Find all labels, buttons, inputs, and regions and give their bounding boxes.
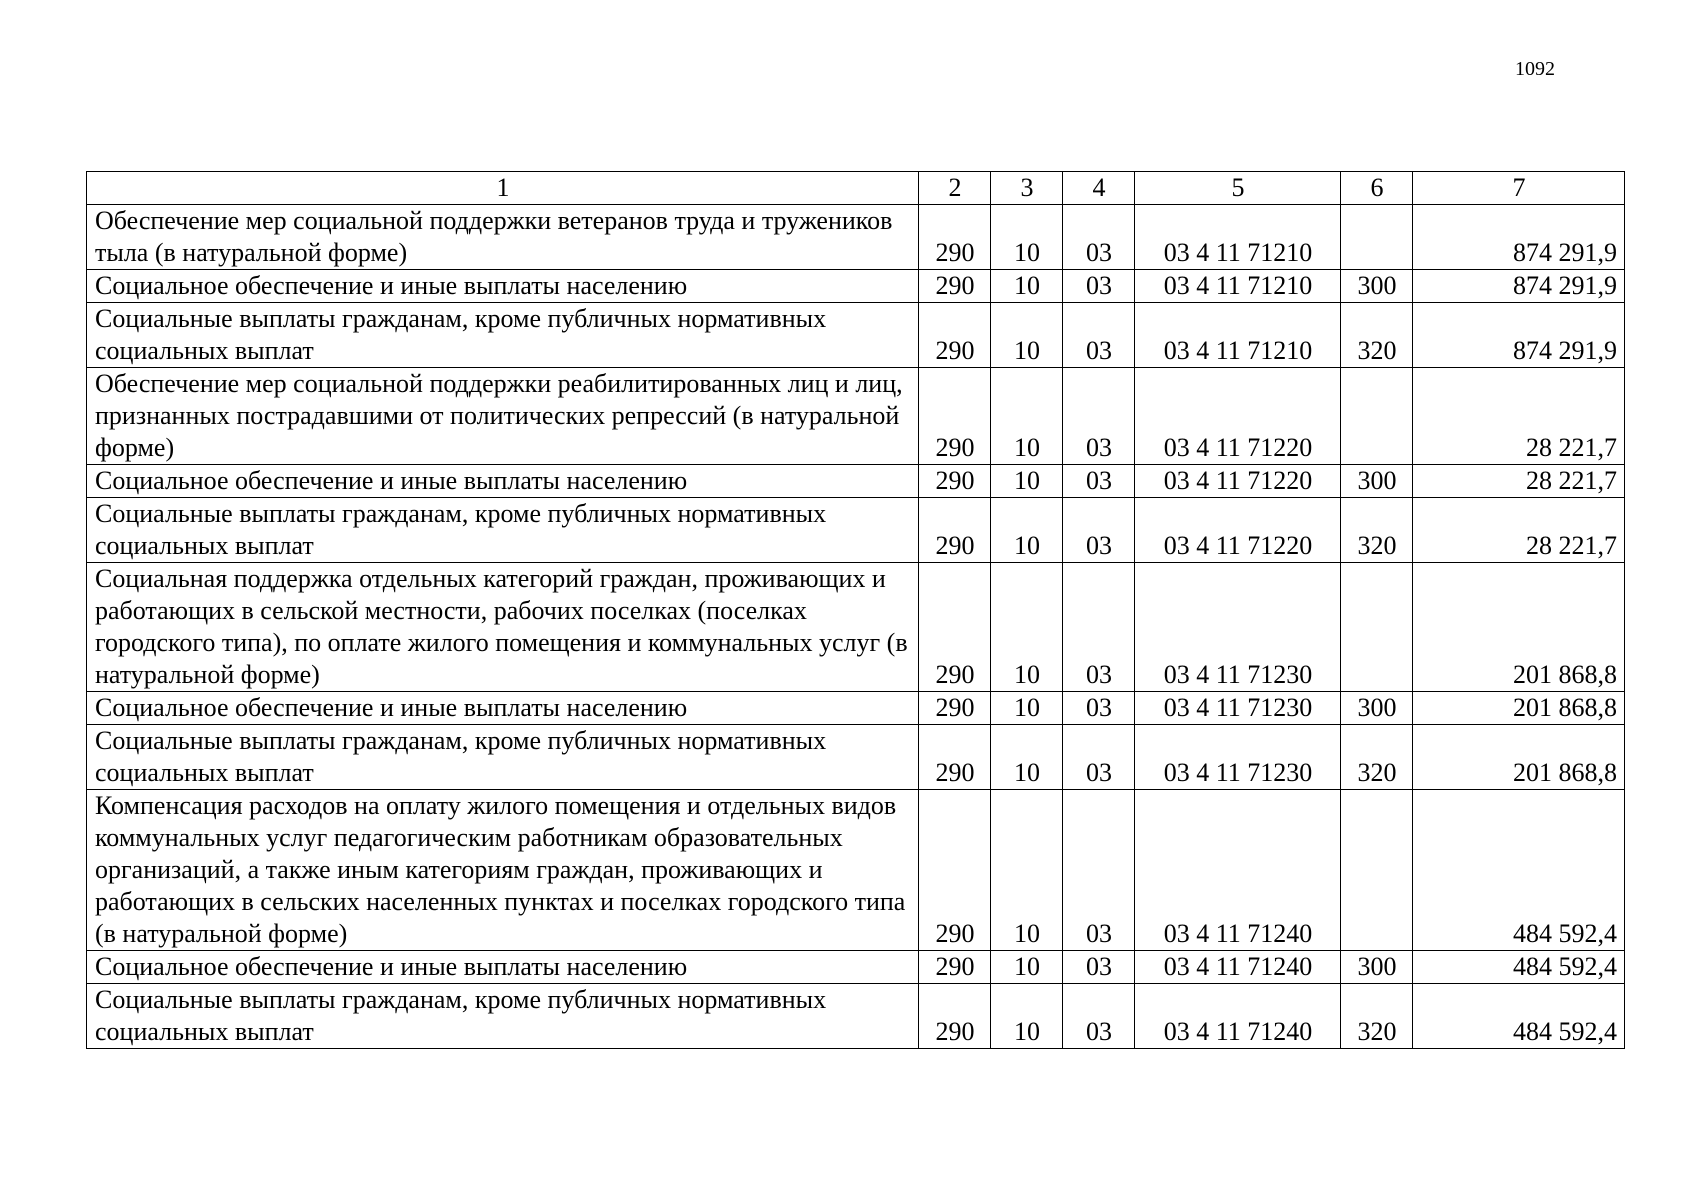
row-name: Социальное обеспечение и иные выплаты населению <box>87 465 919 498</box>
row-col-3: 10 <box>991 563 1063 692</box>
table-row <box>87 270 1625 303</box>
row-col-4: 03 <box>1063 790 1135 951</box>
row-col-6: 320 <box>1341 303 1413 368</box>
row-col-7: 28 221,7 <box>1413 368 1625 465</box>
row-col-6: 320 <box>1341 984 1413 1049</box>
row-name: Социальное обеспечение и иные выплаты населению <box>87 951 919 984</box>
row-col-2: 290 <box>919 725 991 790</box>
header-cell-2: 2 <box>919 172 991 205</box>
row-col-4: 03 <box>1063 725 1135 790</box>
table-row <box>87 725 1625 790</box>
row-name: Компенсация расходов на оплату жилого помещения и отдельных видов коммунальных услуг педагогическим работникам образовательных организаций, а также иным категориям граждан, проживающих и работающих в сельских населенных пунктах и поселках городского типа (в натуральной форме) <box>87 790 919 951</box>
row-col-7: 201 868,8 <box>1413 725 1625 790</box>
row-col-3: 10 <box>991 984 1063 1049</box>
row-col-5: 03 4 11 71230 <box>1135 563 1341 692</box>
row-col-7: 201 868,8 <box>1413 563 1625 692</box>
row-col-2: 290 <box>919 270 991 303</box>
row-name: Социальное обеспечение и иные выплаты населению <box>87 270 919 303</box>
table-row <box>87 465 1625 498</box>
table-row <box>87 692 1625 725</box>
row-col-2: 290 <box>919 563 991 692</box>
row-col-7: 28 221,7 <box>1413 498 1625 563</box>
row-col-2: 290 <box>919 205 991 270</box>
row-col-5: 03 4 11 71220 <box>1135 465 1341 498</box>
row-col-3: 10 <box>991 270 1063 303</box>
row-col-5: 03 4 11 71240 <box>1135 984 1341 1049</box>
row-name: Обеспечение мер социальной поддержки реабилитированных лиц и лиц, признанных пострадавшими от политических репрессий (в натуральной форме) <box>87 368 919 465</box>
row-col-2: 290 <box>919 790 991 951</box>
row-col-3: 10 <box>991 303 1063 368</box>
header-cell-5: 5 <box>1135 172 1341 205</box>
row-col-5: 03 4 11 71230 <box>1135 692 1341 725</box>
row-col-6: 300 <box>1341 270 1413 303</box>
row-col-5: 03 4 11 71210 <box>1135 303 1341 368</box>
row-col-2: 290 <box>919 951 991 984</box>
row-col-7: 484 592,4 <box>1413 951 1625 984</box>
row-col-5: 03 4 11 71220 <box>1135 498 1341 563</box>
row-col-7: 484 592,4 <box>1413 790 1625 951</box>
row-col-5: 03 4 11 71240 <box>1135 790 1341 951</box>
row-col-7: 201 868,8 <box>1413 692 1625 725</box>
table-row <box>87 498 1625 563</box>
row-col-4: 03 <box>1063 368 1135 465</box>
row-name: Социальное обеспечение и иные выплаты населению <box>87 692 919 725</box>
row-col-2: 290 <box>919 303 991 368</box>
row-col-4: 03 <box>1063 303 1135 368</box>
row-col-3: 10 <box>991 725 1063 790</box>
row-col-6 <box>1341 205 1413 270</box>
row-name: Социальные выплаты гражданам, кроме публичных нормативных социальных выплат <box>87 303 919 368</box>
row-col-5: 03 4 11 71230 <box>1135 725 1341 790</box>
header-row <box>87 172 1625 205</box>
table-row <box>87 205 1625 270</box>
row-col-4: 03 <box>1063 205 1135 270</box>
row-col-3: 10 <box>991 790 1063 951</box>
page-number: 1092 <box>1515 58 1555 80</box>
row-col-3: 10 <box>991 205 1063 270</box>
row-col-6: 320 <box>1341 498 1413 563</box>
row-name: Социальные выплаты гражданам, кроме публичных нормативных социальных выплат <box>87 498 919 563</box>
row-col-4: 03 <box>1063 498 1135 563</box>
row-col-4: 03 <box>1063 692 1135 725</box>
row-name: Социальные выплаты гражданам, кроме публичных нормативных социальных выплат <box>87 984 919 1049</box>
row-name: Социальная поддержка отдельных категорий граждан, проживающих и работающих в сельской местности, рабочих поселках (поселках городского типа), по оплате жилого помещения и коммунальных услуг (в натуральной форме) <box>87 563 919 692</box>
row-col-3: 10 <box>991 465 1063 498</box>
table-row <box>87 790 1625 951</box>
row-col-4: 03 <box>1063 465 1135 498</box>
table-row <box>87 984 1625 1049</box>
row-col-2: 290 <box>919 692 991 725</box>
row-col-6 <box>1341 563 1413 692</box>
row-col-5: 03 4 11 71210 <box>1135 205 1341 270</box>
row-col-4: 03 <box>1063 563 1135 692</box>
table-row <box>87 563 1625 692</box>
header-cell-6: 6 <box>1341 172 1413 205</box>
row-col-3: 10 <box>991 368 1063 465</box>
table-row <box>87 951 1625 984</box>
header-cell-4: 4 <box>1063 172 1135 205</box>
row-col-5: 03 4 11 71220 <box>1135 368 1341 465</box>
header-cell-3: 3 <box>991 172 1063 205</box>
row-col-2: 290 <box>919 465 991 498</box>
row-col-7: 874 291,9 <box>1413 270 1625 303</box>
row-col-4: 03 <box>1063 984 1135 1049</box>
row-col-7: 874 291,9 <box>1413 303 1625 368</box>
row-col-3: 10 <box>991 951 1063 984</box>
header-cell-1: 1 <box>87 172 919 205</box>
row-col-6: 300 <box>1341 692 1413 725</box>
table-row <box>87 303 1625 368</box>
row-col-3: 10 <box>991 692 1063 725</box>
row-col-5: 03 4 11 71210 <box>1135 270 1341 303</box>
row-name: Обеспечение мер социальной поддержки ветеранов труда и тружеников тыла (в натуральной форме) <box>87 205 919 270</box>
row-col-6: 300 <box>1341 465 1413 498</box>
row-name: Социальные выплаты гражданам, кроме публичных нормативных социальных выплат <box>87 725 919 790</box>
budget-table <box>86 171 1625 1049</box>
row-col-3: 10 <box>991 498 1063 563</box>
row-col-2: 290 <box>919 368 991 465</box>
row-col-6: 300 <box>1341 951 1413 984</box>
row-col-6 <box>1341 368 1413 465</box>
row-col-7: 484 592,4 <box>1413 984 1625 1049</box>
row-col-2: 290 <box>919 498 991 563</box>
header-cell-7: 7 <box>1413 172 1625 205</box>
row-col-7: 28 221,7 <box>1413 465 1625 498</box>
row-col-5: 03 4 11 71240 <box>1135 951 1341 984</box>
row-col-6: 320 <box>1341 725 1413 790</box>
row-col-7: 874 291,9 <box>1413 205 1625 270</box>
row-col-2: 290 <box>919 984 991 1049</box>
row-col-4: 03 <box>1063 951 1135 984</box>
row-col-6 <box>1341 790 1413 951</box>
row-col-4: 03 <box>1063 270 1135 303</box>
table-row <box>87 368 1625 465</box>
